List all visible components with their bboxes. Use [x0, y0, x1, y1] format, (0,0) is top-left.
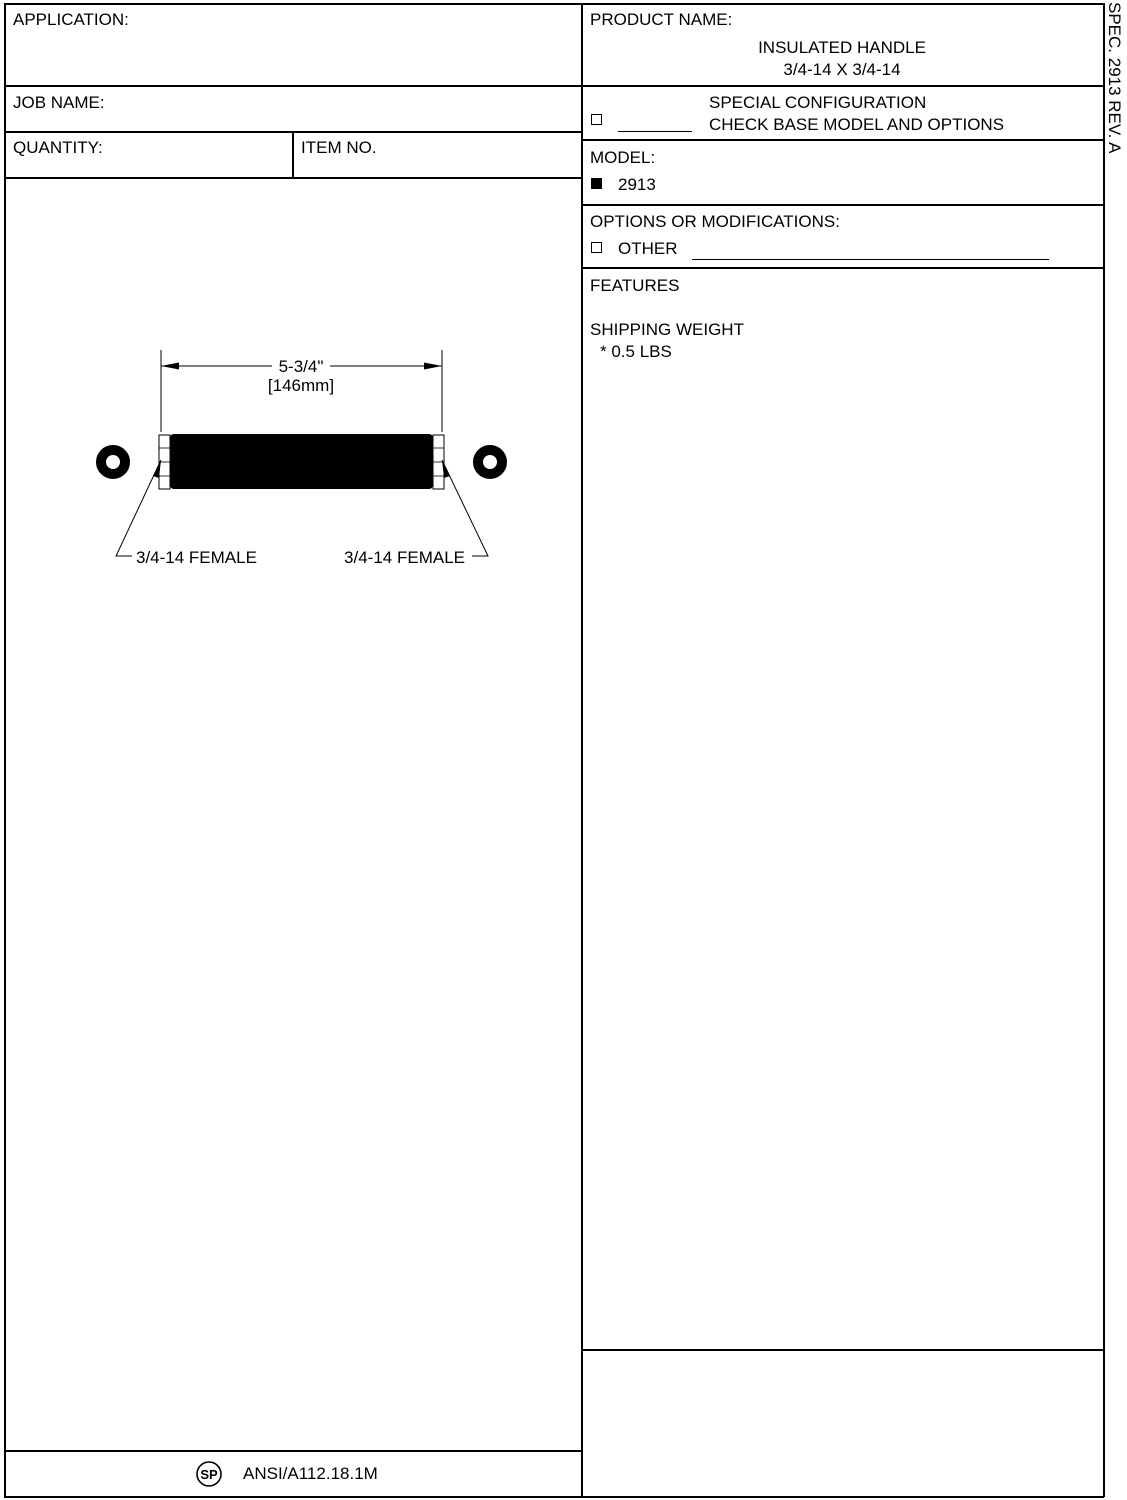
dimension-arrow-right [424, 363, 442, 370]
application-label: APPLICATION: [13, 10, 129, 29]
center-divider [581, 3, 583, 1497]
item-no-label: ITEM NO. [301, 138, 377, 157]
divider-features [581, 1349, 1104, 1351]
right-callout: 3/4-14 FEMALE [344, 548, 465, 567]
divider-product-name [581, 85, 1104, 87]
frame-left [4, 3, 6, 1497]
special-configuration-checkbox[interactable] [591, 114, 602, 125]
certification-mark-icon [195, 1460, 223, 1488]
features-label: FEATURES [590, 276, 680, 295]
options-label: OPTIONS OR MODIFICATIONS: [590, 212, 840, 231]
dimension-imperial: 5-3/4" [278, 357, 324, 376]
product-name-label: PRODUCT NAME: [590, 10, 733, 29]
frame-top [4, 3, 1104, 5]
certification-mark-letters: SP [200, 1467, 218, 1482]
special-config-line1: SPECIAL CONFIGURATION [709, 93, 927, 112]
frame-bottom [4, 1496, 1104, 1498]
special-configuration-blank [618, 131, 692, 132]
model-label: MODEL: [590, 148, 656, 167]
product-name-line1: INSULATED HANDLE [758, 38, 926, 57]
dimension-metric: [146mm] [267, 376, 335, 395]
left-callout: 3/4-14 FEMALE [136, 548, 257, 567]
divider-special-config [581, 139, 1104, 141]
shipping-weight-label: SHIPPING WEIGHT [590, 320, 744, 339]
divider-application [4, 85, 582, 87]
dimension-arrow-left [161, 363, 179, 370]
certification-text: ANSI/A112.18.1M [243, 1464, 378, 1483]
other-blank [692, 259, 1049, 260]
model-value: 2913 [618, 175, 656, 194]
shipping-weight-value: * 0.5 LBS [600, 342, 672, 361]
divider-quantity-item [292, 131, 294, 178]
spec-reference: SPEC. 2913 REV. A [1105, 2, 1124, 154]
handle-grip [170, 434, 433, 489]
divider-certification [4, 1450, 582, 1452]
other-checkbox[interactable] [591, 242, 602, 253]
frame-right [1103, 3, 1105, 1497]
washer-left [101, 450, 125, 474]
product-name-line2: 3/4-14 X 3/4-14 [783, 60, 901, 79]
special-config-line2: CHECK BASE MODEL AND OPTIONS [709, 115, 1005, 134]
quantity-label: QUANTITY: [13, 138, 103, 157]
divider-model [581, 204, 1104, 206]
job-name-label: JOB NAME: [13, 93, 105, 112]
washer-right [478, 450, 502, 474]
other-label: OTHER [618, 239, 678, 258]
handle-drawing [80, 340, 520, 580]
divider-options [581, 267, 1104, 269]
model-2913-checkbox[interactable] [591, 178, 602, 189]
